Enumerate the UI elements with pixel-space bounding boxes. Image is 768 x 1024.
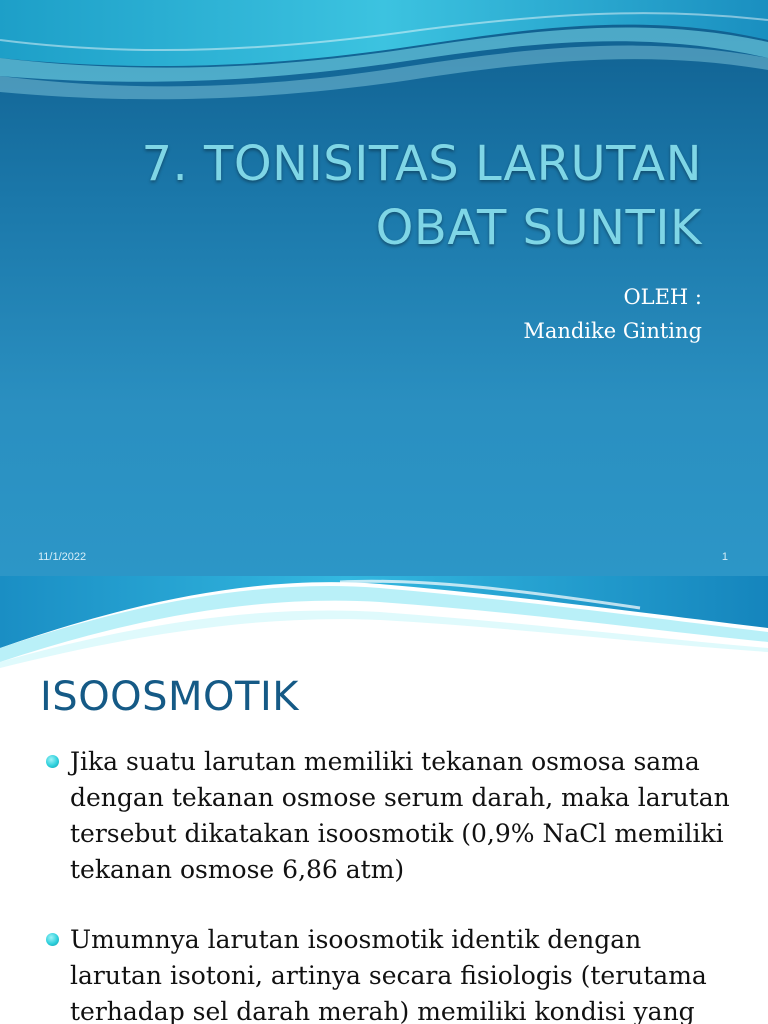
subtitle-by-label: OLEH : <box>623 285 702 309</box>
content-slide <box>0 576 768 1024</box>
slide-title <box>62 132 702 260</box>
subtitle-author: Mandike Ginting <box>523 319 702 343</box>
list-item <box>40 922 730 1024</box>
slide-footer-date: 11/1/2022 <box>38 551 87 563</box>
slide-title-line-1: 7. TONISITAS LARUTAN <box>141 136 702 192</box>
bullet-text: Umumnya larutan isoosmotik identik dengan larutan isotoni, artinya secara fisiologis (terutama terhadap sel darah merah) memiliki kondisi yang <box>70 925 707 1024</box>
bullet-text: Jika suatu larutan memiliki tekanan osmosa sama dengan tekanan osmose serum darah, maka larutan tersebut dikatakan isoosmotik (0,9% NaCl memiliki tekanan osmose 6,86 atm) <box>70 747 730 884</box>
slide-footer-page-number: 1 <box>721 551 728 563</box>
list-item <box>40 744 730 888</box>
slide-subtitle <box>302 280 702 348</box>
bullet-dot-icon <box>46 755 59 768</box>
decorative-wave <box>0 576 768 671</box>
decorative-wave <box>0 0 768 110</box>
bullet-dot-icon <box>46 933 59 946</box>
bullet-list <box>40 744 730 1024</box>
slide-heading: ISOOSMOTIK <box>40 674 300 720</box>
slide-title-line-2: OBAT SUNTIK <box>375 200 702 256</box>
